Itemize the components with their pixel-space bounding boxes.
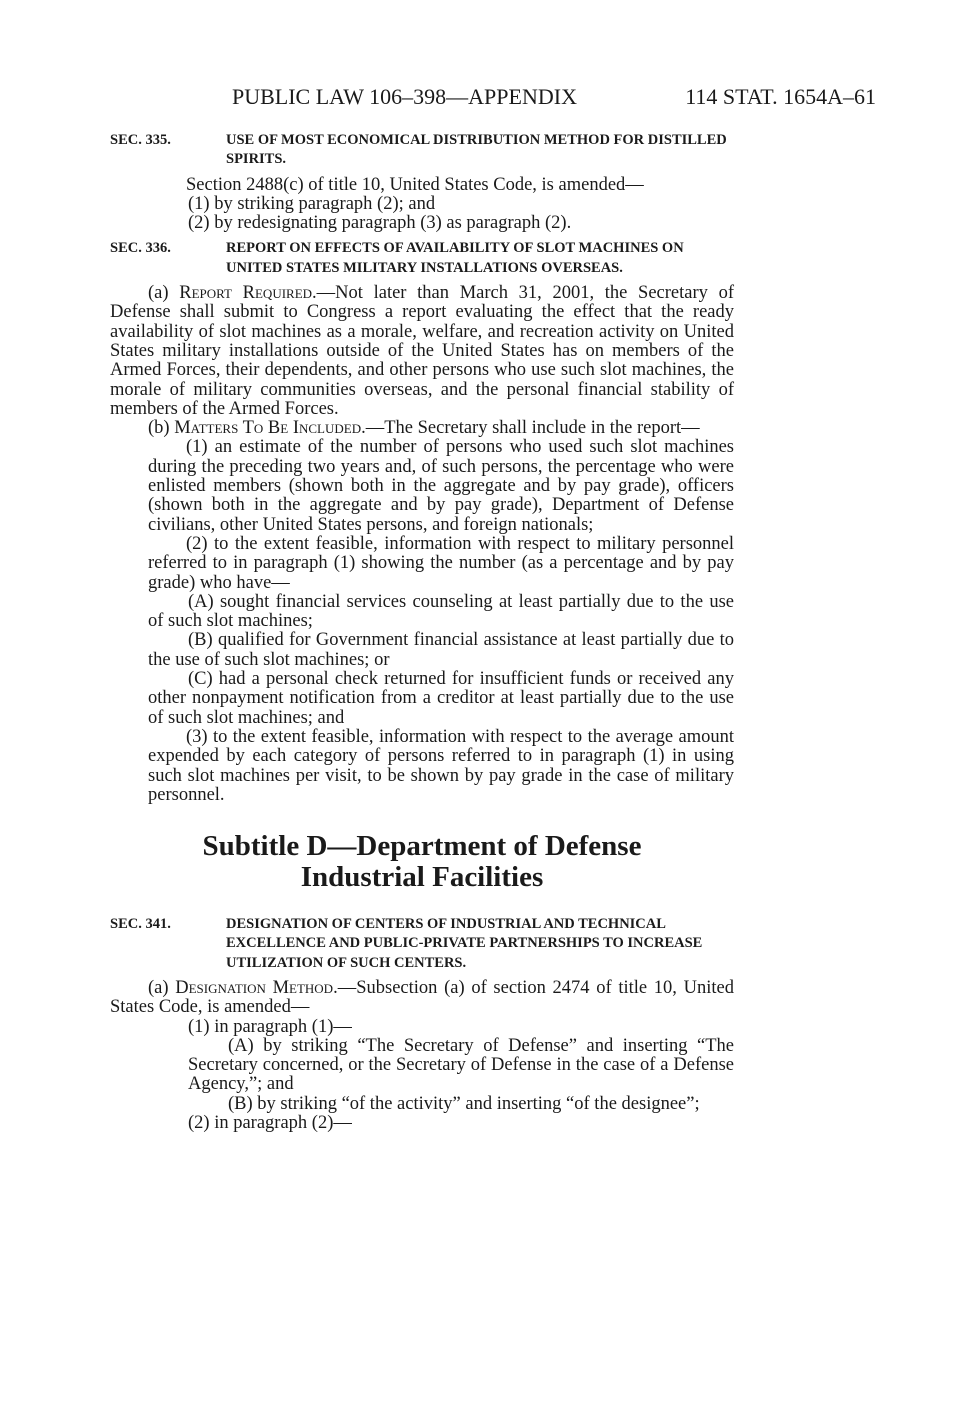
section-341-paragraph-1: (1) in paragraph (1)— <box>188 1016 352 1037</box>
header-law-citation: PUBLIC LAW 106–398—APPENDIX <box>232 84 577 109</box>
subsection-heading: Designation Method. <box>175 977 338 998</box>
section-336-paragraph-3: (3) to the extent feasible, information with respect to the average amount expended by each category of persons referred to in paragraph (1) in using such slot machines per visit, to be shown by pay grade in the case of military personnel. <box>148 726 734 805</box>
section-341-heading <box>110 915 734 973</box>
section-number: SEC. 341. <box>110 916 171 933</box>
section-336-subparagraph-b: (B) qualified for Government financial assistance at least partially due to the use of such slot machines; or <box>148 630 734 670</box>
subsection-text: —The Secretary shall include in the report— <box>365 418 700 439</box>
section-335-paragraph-2: (2) by redesignating paragraph (3) as paragraph (2). <box>188 213 572 234</box>
subtitle-heading <box>110 831 734 893</box>
section-341-subparagraph-a: (A) by striking “The Secretary of Defense” and inserting “The Secretary concerned, or the Secretary of Defense in the case of a Defense Agency,”; and <box>188 1035 734 1095</box>
subsection-label: (a) <box>148 283 169 304</box>
section-336-subparagraph-a: (A) sought financial services counseling at least partially due to the use of such slot machines; <box>148 591 734 632</box>
section-335-intro: Section 2488(c) of title 10, United States Code, is amended— <box>186 174 644 195</box>
section-number: SEC. 335. <box>110 132 171 148</box>
subtitle-line-2: Industrial Facilities <box>300 861 544 894</box>
subtitle-line-1: Subtitle D—Department of Defense <box>202 830 642 863</box>
section-336-subparagraph-c: (C) had a personal check returned for insufficient funds or received any other nonpayment notification from a creditor at least partially due to the use of such slot machines; and <box>148 669 734 728</box>
subsection-heading: Report Required. <box>179 283 317 304</box>
section-335-heading <box>110 131 734 170</box>
section-336-subsection-b <box>110 419 734 438</box>
subsection-text: —Subsection (a) of section 2474 of title 10, United States Code, is amended— <box>110 977 734 1018</box>
section-341-subsection-a <box>110 979 734 1018</box>
section-341-paragraph-2: (2) in paragraph (2)— <box>188 1113 352 1134</box>
header-stat-page: 114 STAT. 1654A–61 <box>685 84 876 109</box>
section-335-paragraph-1: (1) by striking paragraph (2); and <box>188 193 436 214</box>
subsection-label: (b) <box>148 418 170 439</box>
section-336-paragraph-2: (2) to the extent feasible, information with respect to military personnel referred to in paragraph (1) showing the number (as a percentage and by pay grade) who have— <box>148 533 734 593</box>
section-336-heading <box>110 239 734 278</box>
section-number: SEC. 336. <box>110 240 171 257</box>
section-341-subparagraph-b: (B) by striking “of the activity” and inserting “of the designee”; <box>228 1093 700 1114</box>
section-336-paragraph-1: (1) an estimate of the number of persons who used such slot machines during the preceding two years and, of such persons, the percentage who were enlisted members (shown both in the aggregate and by pay grade), officers (shown both in the aggregate and by pay grade), Department of Defense civilians, other United States persons, and foreign nationals; <box>148 437 734 535</box>
document-body <box>110 131 734 1133</box>
subsection-label: (a) <box>148 977 169 998</box>
subsection-text: —Not later than March 31, 2001, the Secretary of Defense shall submit to Congress a report evaluating the effect that the ready availability of slot machines as a morale, welfare, and recreation activity on United States military installations outside of the United States has on members of the Armed Forces, their dependents, and other persons who use such slot machines, the morale of military communities overseas, and the personal financial stability of members of the Armed Forces. <box>110 283 734 419</box>
section-title: REPORT ON EFFECTS OF AVAILABILITY OF SLOT MACHINES ON UNITED STATES MILITARY INSTALLATIONS OVERSEAS. <box>226 240 684 276</box>
section-title: USE OF MOST ECONOMICAL DISTRIBUTION METHOD FOR DISTILLED SPIRITS. <box>226 132 727 168</box>
subsection-heading: Matters To Be Included. <box>174 418 366 439</box>
section-336-subsection-a <box>110 284 734 419</box>
section-title: DESIGNATION OF CENTERS OF INDUSTRIAL AND TECHNICAL EXCELLENCE AND PUBLIC-PRIVATE PARTNERSHIPS TO INCREASE UTILIZATION OF SUCH CENTERS. <box>226 916 703 971</box>
